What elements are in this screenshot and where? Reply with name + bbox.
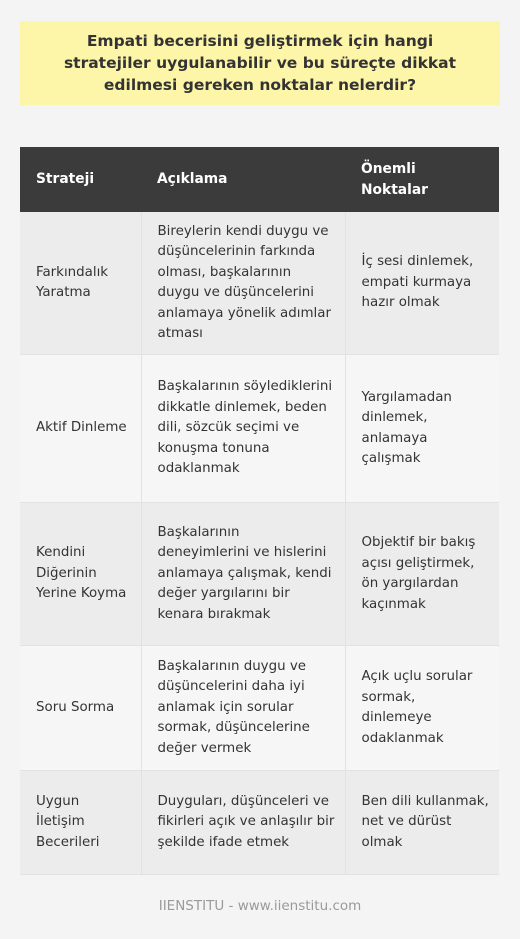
strategy-table: [20, 147, 499, 875]
strategy-cell: Uygun İletişim Becerileri: [20, 771, 141, 875]
key-points-cell: Yargılamadan dinlemek, anlamaya çalışmak: [345, 355, 499, 503]
table-row: [20, 646, 499, 771]
table-row: [20, 503, 499, 646]
footer-credit: IIENSTITU - www.iienstitu.com: [158, 898, 362, 914]
key-points-cell: Açık uçlu sorular sormak, dinlemeye odaklanmak: [345, 646, 499, 771]
description-cell: Başkalarının söylediklerini dikkatle dinlemek, beden dili, sözcük seçimi ve konuşma tonuna odaklanmak: [141, 355, 345, 503]
column-header-description: Açıklama: [141, 147, 345, 212]
description-cell: Duyguları, düşünceleri ve fikirleri açık ve anlaşılır bir şekilde ifade etmek: [141, 771, 345, 875]
key-points-cell: Ben dili kullanmak, net ve dürüst olmak: [345, 771, 499, 875]
column-header-key-points: Önemli Noktalar: [345, 147, 499, 212]
table-row: [20, 212, 499, 355]
table-row: [20, 355, 499, 503]
strategy-cell: Farkındalık Yaratma: [20, 212, 141, 355]
description-cell: Başkalarının duygu ve düşüncelerini daha iyi anlamak için sorular sormak, düşüncelerine değer vermek: [141, 646, 345, 771]
key-points-cell: Objektif bir bakış açısı geliştirmek, ön yargılardan kaçınmak: [345, 503, 499, 646]
strategy-cell: Aktif Dinleme: [20, 355, 141, 503]
strategy-cell: Kendini Diğerinin Yerine Koyma: [20, 503, 141, 646]
page-title: Empati becerisini geliştirmek için hangi stratejiler uygulanabilir ve bu süreçte dikkat edilmesi gereken noktalar nelerdir?: [63, 32, 457, 94]
description-cell: Başkalarının deneyimlerini ve hislerini anlamaya çalışmak, kendi değer yargılarını bir kenara bırakmak: [141, 503, 345, 646]
table-header-row: [20, 147, 499, 212]
key-points-cell: İç sesi dinlemek, empati kurmaya hazır olmak: [345, 212, 499, 355]
table-row: [20, 771, 499, 875]
column-header-strategy: Strateji: [20, 147, 141, 212]
title-banner: [20, 21, 500, 105]
description-cell: Bireylerin kendi duygu ve düşüncelerinin farkında olması, başkalarının duygu ve düşüncelerini anlamaya yönelik adımlar atması: [141, 212, 345, 355]
strategy-cell: Soru Sorma: [20, 646, 141, 771]
